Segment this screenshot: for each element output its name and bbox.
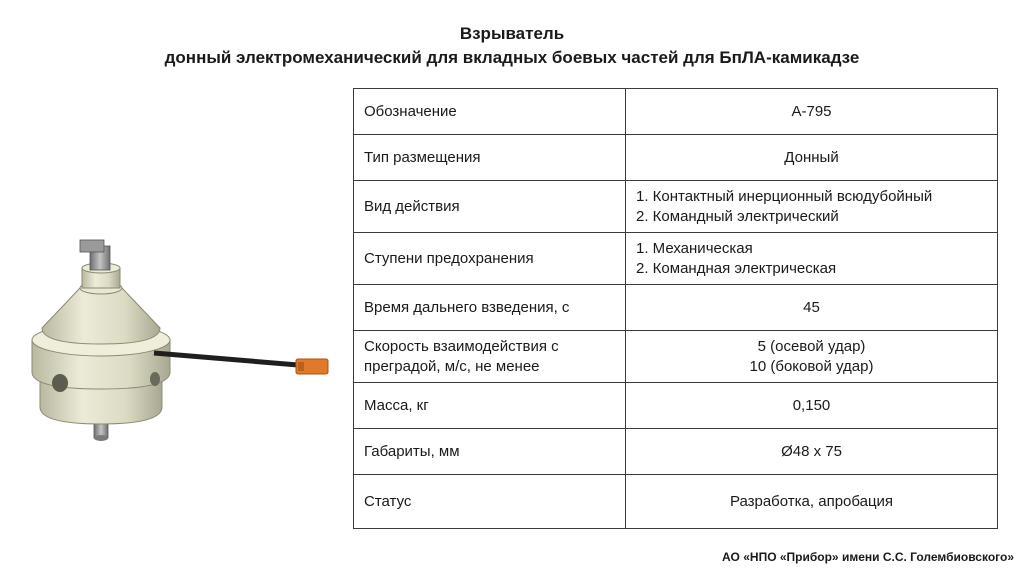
page-title (0, 22, 1024, 70)
table-row (354, 383, 998, 429)
spec-label: Скорость взаимодействия с преградой, м/с, не менее (354, 331, 626, 383)
footer-organization: АО «НПО «Прибор» имени С.С. Голембиовского» (722, 550, 1014, 564)
specs-table (353, 88, 998, 529)
spec-label: Вид действия (354, 181, 626, 233)
spec-value-line: 1. Механическая (636, 239, 753, 257)
spec-label: Обозначение (354, 89, 626, 135)
table-row (354, 181, 998, 233)
spec-value-line: 10 (боковой удар) (749, 357, 874, 375)
spec-value (626, 135, 998, 181)
spec-label: Время дальнего взведения, с (354, 285, 626, 331)
spec-value (626, 181, 998, 233)
spec-label: Тип размещения (354, 135, 626, 181)
spec-value (626, 233, 998, 285)
spec-value-line: 2. Командная электрическая (636, 259, 837, 277)
table-row (354, 285, 998, 331)
spec-label: Масса, кг (354, 383, 626, 429)
fuze-device-image (18, 232, 338, 452)
table-row (354, 331, 998, 383)
spec-value (626, 429, 998, 475)
title-line-2: донный электромеханический для вкладных боевых частей для БпЛА-камикадзе (164, 48, 860, 67)
table-row (354, 475, 998, 529)
spec-value (626, 285, 998, 331)
spec-value-line: Разработка, апробация (729, 492, 894, 510)
table-row (354, 89, 998, 135)
table-row (354, 233, 998, 285)
table-row (354, 429, 998, 475)
spec-value (626, 475, 998, 529)
spec-value-line: 5 (осевой удар) (757, 337, 866, 355)
spec-value-line: 2. Командный электрический (636, 207, 839, 225)
spec-value-line: Донный (784, 148, 839, 166)
spec-label: Статус (354, 475, 626, 529)
table-row (354, 135, 998, 181)
title-line-1: Взрыватель (459, 24, 565, 43)
spec-label: Габариты, мм (354, 429, 626, 475)
spec-value-line: А-795 (791, 102, 832, 120)
spec-value (626, 89, 998, 135)
spec-value-line: 1. Контактный инерционный всюдубойный (636, 187, 933, 205)
spec-value-line: Ø48 х 75 (781, 442, 842, 460)
spec-value (626, 383, 998, 429)
spec-value (626, 331, 998, 383)
spec-value-line: 45 (803, 298, 820, 316)
spec-value-line: 0,150 (792, 396, 831, 414)
spec-label: Ступени предохранения (354, 233, 626, 285)
